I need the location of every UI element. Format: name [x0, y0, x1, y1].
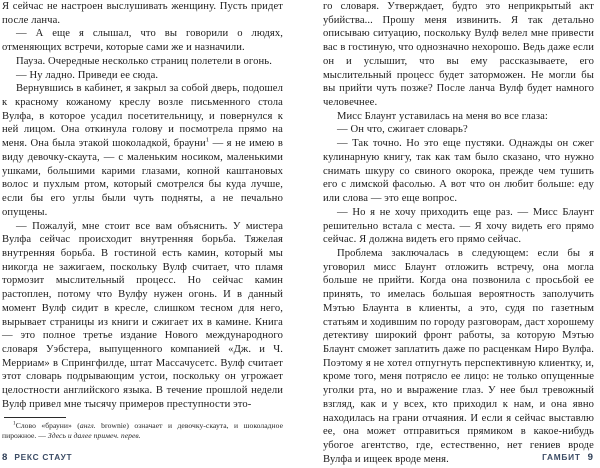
paragraph-text-before-footnote: Вернувшись в кабинет, я закрыл за собой дверь, подошел к красному кожаному креслу возле письменного стола Вулфа, в которое усадил посетительницу, и повернулся к ней лицом. Она откинула голову и посмотрела прямо на меня. Она была этакой шоколадкой, брауни [2, 83, 283, 150]
paragraph-dialogue: — Пожалуй, мне стоит все вам объяснить. У мистера Вулфа сейчас происходит внутренняя борьба. Тяжелая внутренняя борьба. В гостиной есть камин, который мы никогда не зажигаем, поскольку Вулф считает, что пламя тормозит мыслительный процесс. Но сейчас камин растоплен, потому что Вулфу нужен огонь. И в данный момент Вулф сидит в кресле, слишком тесном для него, вырывает страницы из книги и сжигает их в камине. Книга — это полное третье издание Нового международного словаря Уэбстера, выпущенного компанией «Дж. и Ч. Мерриам» в Спрингфилде, штат Массачусетс. Вулф считает этот словарь подрывающим устои, поскольку он угрожает целостности английского языка. В течение прошлой недели Вулф привел мне тысячу примеров преступности это- [2, 220, 283, 410]
paragraph-text-after-footnote: — я не имею в виду девочку-скаута, — с маленьким носиком, маленькими ушками, большими карими глазами, копной каштановых волос и пухлым ртом, который смотрелся бы куда лучше, если бы его углы были чуть подняты, а не печально опущены. [2, 138, 283, 218]
paragraph-dialogue: — Так точно. Но это еще пустяки. Однажды он сжег кулинарную книгу, так как там было сказано, что нужно снимать шкуру со свиного окорока, прежде чем тушить его с лимской фасолью. А вот что он любит больше: еду или слова — это еще вопрос. [323, 138, 594, 205]
right-page-footer [542, 452, 593, 463]
footnote-part-1: Слово «брауни» ( [15, 421, 80, 430]
paragraph-narrative: Проблема заключалась в следующем: если бы я уговорил мисс Блаунт отложить встречу, она могла больше не прийти. Когда она позвонила с просьбой ее принять, то имелась большая вероятность заполучить Мэтью Блаунта в клиенты, а это, судя по газетным статьям и ходившим по городу разговорам, даст хорошему детективу широкий фронт работы, за которую Мэтью Блаунт сможет заплатить даже по расценкам Ниро Вулфа. Поэтому я не хотел отпугнуть перспективную клиентку, и, кроме того, меня потрясло ее лицо: не только опущенные уголки рта, но и выражение глаз. У нее был тревожный взгляд, как и у всех, кто приходил к нам, и она явно находилась на грани отчаяния. И если я сейчас выставлю ее, она может отправиться прямиком в какое-нибудь убогое агентство, где, естественно, нет гениев вроде Вулфа и ищеек вроде меня. [323, 247, 594, 465]
footnote-separator-rule [4, 417, 66, 418]
paragraph-continued: го словаря. Утверждает, будто это неприкрытый акт убийства... Прошу меня извинить. Я так детально описываю ситуацию, поскольку Вулф велел мне привести вас в гостиную, что однозначно нехорошо. Ведь даже если он и услышит, что вы ему рассказываете, его мыслительный процесс будет заторможен. Не могли бы вы прийти чуть позже? После ланча Вулф будет намного человечнее. [323, 1, 594, 109]
paragraph-narrative-with-footnote [2, 82, 283, 219]
right-page [300, 0, 600, 468]
footnote-part-2: brownie) означает и девочку-скаута, и шоколадное пирожное. — [2, 421, 283, 440]
left-page-number: 8 [2, 452, 8, 463]
paragraph-narrative: Пауза. Очередные несколько страниц полетели в огонь. [16, 55, 272, 67]
paragraph-continued: Я сейчас не настроен выслушивать женщину. Пусть придет после ланча. [2, 1, 283, 26]
title-running-head: ГАМБИТ [542, 452, 581, 462]
left-page-footer [2, 452, 72, 463]
footnote-number: 1 [13, 420, 16, 427]
footnote-text [2, 421, 283, 441]
author-running-head: РЕКС СТАУТ [14, 452, 73, 462]
footnote-marker-reference: 1 [205, 136, 210, 144]
paragraph-narrative: Мисс Блаунт уставилась на меня во все глаза: [337, 110, 548, 122]
footnote-italic-2: Здесь и далее примеч. перев. [47, 431, 141, 440]
right-page-number: 9 [587, 452, 593, 463]
paragraph-dialogue: — Ну ладно. Приведи ее сюда. [16, 69, 159, 81]
left-page-body-text [2, 0, 283, 412]
paragraph-dialogue: — А еще я слышал, что вы говорили о людях, отменяющих встречи, которые сами же и назначили. [2, 28, 283, 54]
paragraph-dialogue: — Он что, сжигает словарь? [337, 124, 468, 136]
right-page-body-text [323, 0, 594, 466]
footnote-italic-1: англ. [79, 421, 96, 430]
paragraph-dialogue: — Но я не хочу приходить еще раз. — Мисс Блаунт решительно встала с места. — Я хочу видеть его прямо сейчас. Я должна видеть его прямо сейчас. [323, 206, 594, 246]
footnote-block [2, 417, 283, 441]
